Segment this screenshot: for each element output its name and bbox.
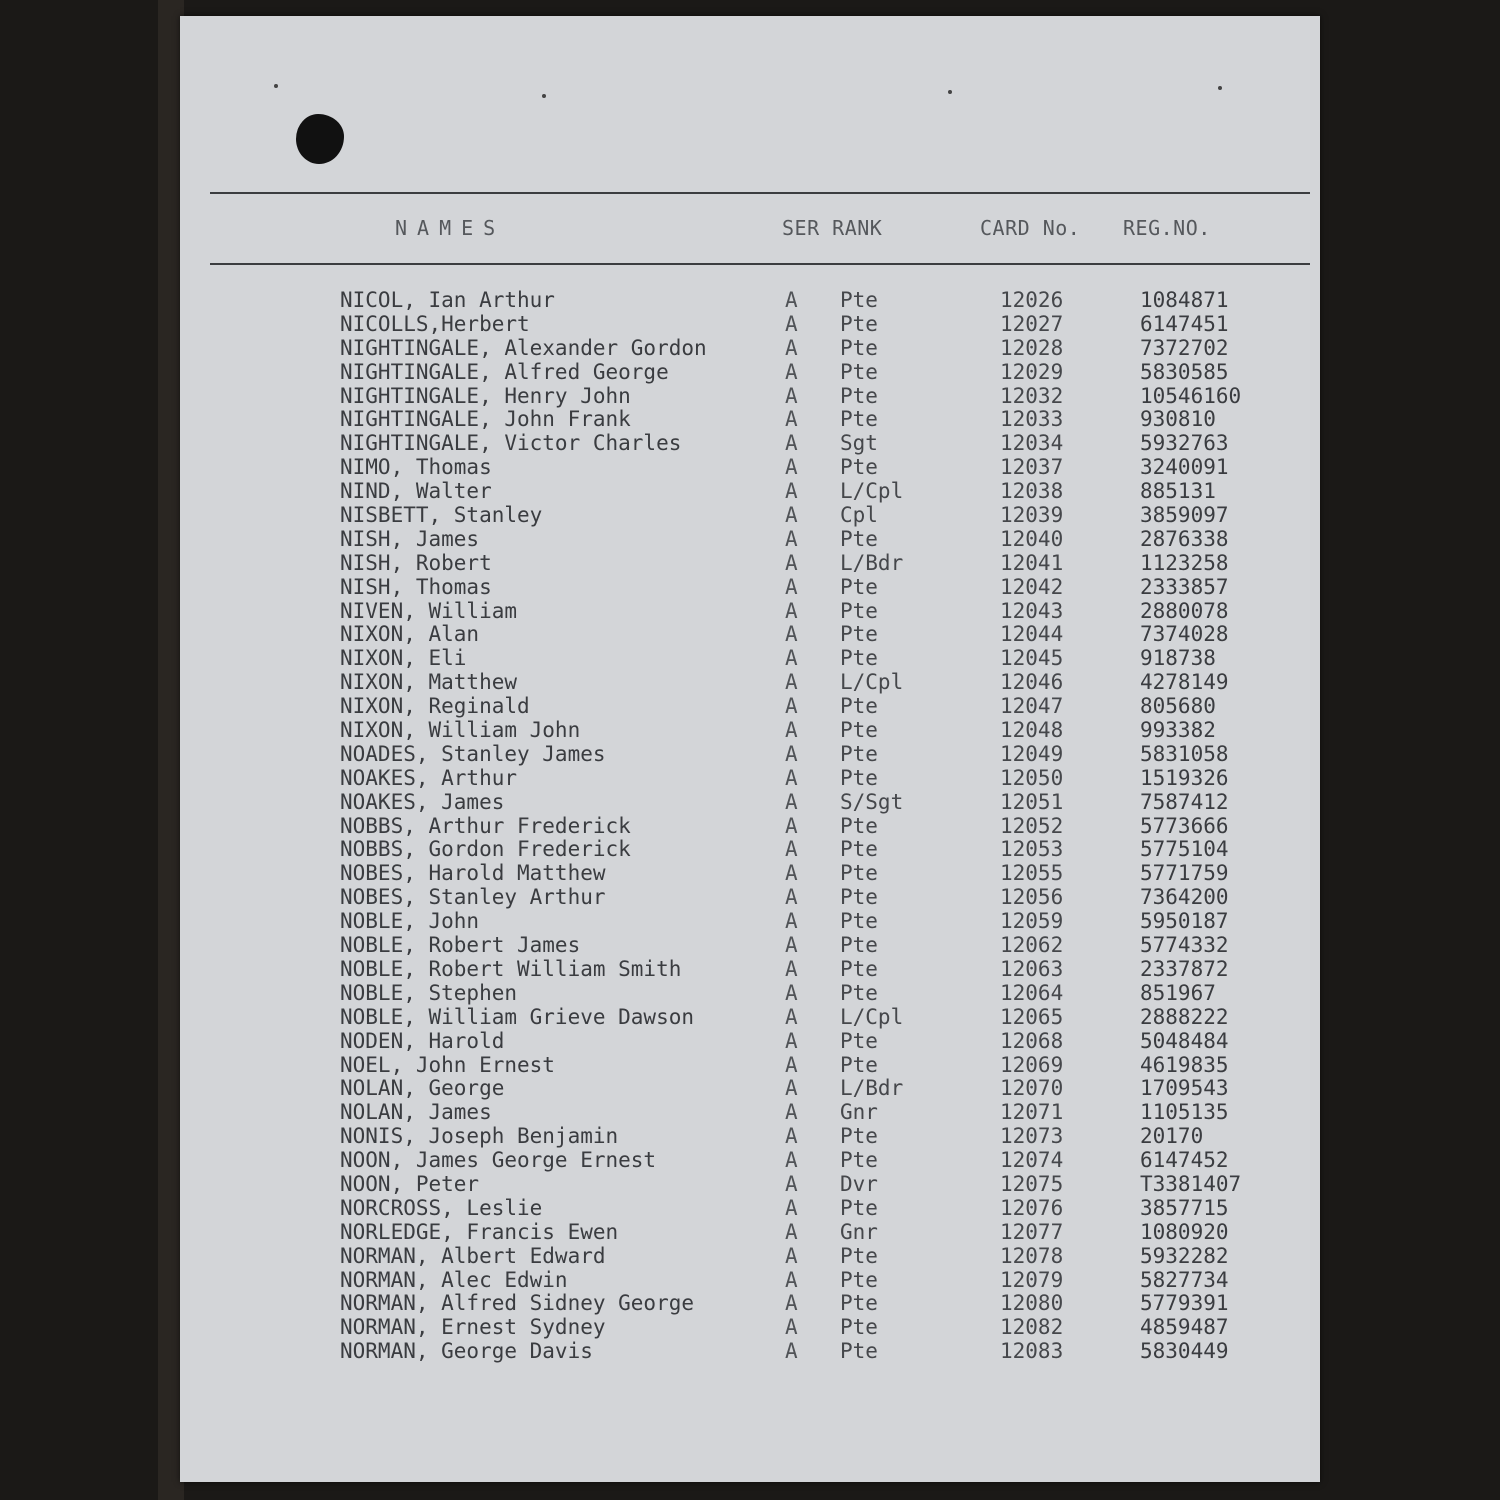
record-rank: Pte [840,335,878,360]
table-row [180,551,1320,575]
table-row [180,694,1320,718]
column-header [180,216,1320,246]
table-row [180,814,1320,838]
record-ser: A [785,1291,798,1316]
table-row [180,1220,1320,1244]
table-row [180,288,1320,312]
record-name: NOBES, Harold Matthew [340,861,606,886]
record-rank: Cpl [840,503,878,528]
record-reg-no: 10546160 [1140,383,1242,408]
record-name: NOBBS, Gordon Frederick [340,837,631,862]
record-reg-no: 2337872 [1140,956,1229,981]
record-reg-no: 7587412 [1140,789,1229,814]
record-name: NISBETT, Stanley [340,503,543,528]
record-ser: A [785,1267,798,1292]
record-reg-no: 1709543 [1140,1076,1229,1101]
record-name: NISH, Thomas [340,574,492,599]
record-card-no: 12038 [1000,479,1064,504]
record-reg-no: 2333857 [1140,574,1229,599]
record-rank: Pte [840,909,878,934]
table-row [180,1100,1320,1124]
record-rank: Pte [840,837,878,862]
record-ser: A [785,288,798,312]
table-row [180,479,1320,503]
record-rank: S/Sgt [840,789,904,814]
record-card-no: 12073 [1000,1124,1064,1149]
table-row [180,981,1320,1005]
table-row [180,622,1320,646]
record-card-no: 12053 [1000,837,1064,862]
record-ser: A [785,550,798,575]
record-reg-no: 5771759 [1140,861,1229,886]
record-reg-no: 3857715 [1140,1195,1229,1220]
record-rank: Pte [840,813,878,838]
record-card-no: 12062 [1000,933,1064,958]
record-rank: Pte [840,1148,878,1173]
record-rank: Pte [840,383,878,408]
record-reg-no: 6147452 [1140,1148,1229,1173]
record-reg-no: 993382 [1140,718,1216,743]
record-ser: A [785,718,798,743]
record-rank: L/Cpl [840,670,904,695]
record-card-no: 12079 [1000,1267,1064,1292]
record-card-no: 12082 [1000,1315,1064,1340]
record-name: NICOLLS,Herbert [340,311,530,336]
record-rank: Pte [840,861,878,886]
record-ser: A [785,789,798,814]
table-row [180,1291,1320,1315]
record-rank: L/Cpl [840,479,904,504]
record-name: NOLAN, James [340,1100,492,1125]
record-ser: A [785,335,798,360]
record-card-no: 12075 [1000,1171,1064,1196]
record-name: NIXON, Eli [340,646,467,671]
table-row [180,957,1320,981]
record-reg-no: 1080920 [1140,1219,1229,1244]
record-rank: Pte [840,311,878,336]
record-reg-no: 2888222 [1140,1004,1229,1029]
table-row [180,384,1320,408]
record-name: NOON, James George Ernest [340,1148,657,1173]
record-reg-no: 5932763 [1140,431,1229,456]
record-ser: A [785,503,798,528]
record-ser: A [785,980,798,1005]
table-row [180,1148,1320,1172]
record-card-no: 12055 [1000,861,1064,886]
record-rank: Pte [840,1195,878,1220]
header-card-no: CARD No. [980,216,1081,240]
record-rank: Dvr [840,1171,878,1196]
table-row [180,1315,1320,1339]
record-name: NIXON, William John [340,718,581,743]
record-ser: A [785,1243,798,1268]
record-name: NORMAN, Albert Edward [340,1243,606,1268]
record-name: NOBLE, Robert William Smith [340,956,682,981]
record-rank: Pte [840,1052,878,1077]
record-name: NOEL, John Ernest [340,1052,555,1077]
record-card-no: 12046 [1000,670,1064,695]
record-card-no: 12071 [1000,1100,1064,1125]
table-row [180,933,1320,957]
header-names: NAMES [395,216,506,240]
record-ser: A [785,670,798,695]
record-card-no: 12077 [1000,1219,1064,1244]
record-ser: A [785,1148,798,1173]
record-name: NIND, Walter [340,479,492,504]
record-reg-no: 4619835 [1140,1052,1229,1077]
record-ser: A [785,909,798,934]
record-card-no: 12080 [1000,1291,1064,1316]
record-reg-no: 6147451 [1140,311,1229,336]
record-reg-no: 4278149 [1140,670,1229,695]
record-card-no: 12032 [1000,383,1064,408]
record-card-no: 12045 [1000,646,1064,671]
table-row [180,1005,1320,1029]
table-row [180,431,1320,455]
record-name: NOLAN, George [340,1076,505,1101]
table-row [180,1172,1320,1196]
record-name: NOAKES, Arthur [340,765,518,790]
record-rank: Pte [840,359,878,384]
record-rank: Pte [840,765,878,790]
table-row [180,837,1320,861]
record-ser: A [785,765,798,790]
record-reg-no: 5048484 [1140,1028,1229,1053]
record-name: NIGHTINGALE, Henry John [340,383,631,408]
record-card-no: 12070 [1000,1076,1064,1101]
record-rank: Pte [840,622,878,647]
record-reg-no: 7374028 [1140,622,1229,647]
record-name: NOAKES, James [340,789,505,814]
record-card-no: 12083 [1000,1339,1064,1364]
record-name: NORCROSS, Leslie [340,1195,543,1220]
table-row [180,407,1320,431]
table-row [180,1196,1320,1220]
record-rank: Pte [840,646,878,671]
record-card-no: 12044 [1000,622,1064,647]
record-reg-no: 7372702 [1140,335,1229,360]
record-name: NIGHTINGALE, Alexander Gordon [340,335,707,360]
record-name: NORMAN, Alfred Sidney George [340,1291,695,1316]
table-row [180,766,1320,790]
record-name: NONIS, Joseph Benjamin [340,1124,619,1149]
record-reg-no: 5773666 [1140,813,1229,838]
record-card-no: 12056 [1000,885,1064,910]
record-card-no: 12043 [1000,598,1064,623]
table-row [180,455,1320,479]
document-sheet [180,16,1320,1482]
record-card-no: 12074 [1000,1148,1064,1173]
record-reg-no: 918738 [1140,646,1216,671]
paper-mark [274,84,278,88]
record-reg-no: 5775104 [1140,837,1229,862]
record-name: NOBLE, Stephen [340,980,518,1005]
record-name: NOBBS, Arthur Frederick [340,813,631,838]
record-reg-no: 1084871 [1140,288,1229,312]
record-name: NOADES, Stanley James [340,741,606,766]
record-card-no: 12059 [1000,909,1064,934]
record-name: NIXON, Reginald [340,694,530,719]
header-ser-rank: SER RANK [782,216,883,240]
record-reg-no: 1123258 [1140,550,1229,575]
record-card-no: 12049 [1000,741,1064,766]
table-row [180,1053,1320,1077]
record-rank: Pte [840,574,878,599]
record-ser: A [785,431,798,456]
record-rank: Pte [840,1291,878,1316]
record-reg-no: 5831058 [1140,741,1229,766]
record-rank: Pte [840,694,878,719]
record-ser: A [785,311,798,336]
table-row [180,1268,1320,1292]
record-card-no: 12034 [1000,431,1064,456]
record-ser: A [785,383,798,408]
record-name: NORMAN, George Davis [340,1339,593,1364]
record-reg-no: T3381407 [1140,1171,1242,1196]
record-name: NORMAN, Alec Edwin [340,1267,568,1292]
record-name: NICOL, Ian Arthur [340,288,555,312]
punch-hole [296,114,344,164]
record-ser: A [785,1052,798,1077]
record-ser: A [785,1219,798,1244]
record-ser: A [785,1195,798,1220]
record-name: NORLEDGE, Francis Ewen [340,1219,619,1244]
record-name: NIGHTINGALE, Alfred George [340,359,669,384]
record-reg-no: 2880078 [1140,598,1229,623]
record-card-no: 12041 [1000,550,1064,575]
record-ser: A [785,861,798,886]
table-row [180,360,1320,384]
record-ser: A [785,1124,798,1149]
table-row [180,1339,1320,1363]
record-ser: A [785,837,798,862]
record-rank: L/Bdr [840,1076,904,1101]
record-ser: A [785,885,798,910]
record-reg-no: 5774332 [1140,933,1229,958]
record-card-no: 12026 [1000,288,1064,312]
table-row [180,527,1320,551]
record-name: NOBES, Stanley Arthur [340,885,606,910]
record-card-no: 12076 [1000,1195,1064,1220]
table-row [180,790,1320,814]
record-card-no: 12069 [1000,1052,1064,1077]
record-ser: A [785,598,798,623]
record-reg-no: 5827734 [1140,1267,1229,1292]
record-ser: A [785,359,798,384]
table-row [180,885,1320,909]
record-reg-no: 4859487 [1140,1315,1229,1340]
table-row [180,1244,1320,1268]
record-ser: A [785,574,798,599]
table-row [180,503,1320,527]
record-name: NODEN, Harold [340,1028,505,1053]
record-rank: Pte [840,718,878,743]
record-reg-no: 3240091 [1140,455,1229,480]
table-row [180,599,1320,623]
record-ser: A [785,813,798,838]
table-row [180,336,1320,360]
record-name: NIMO, Thomas [340,455,492,480]
record-rank: Sgt [840,431,878,456]
record-card-no: 12042 [1000,574,1064,599]
record-name: NOBLE, Robert James [340,933,581,958]
record-rank: Pte [840,1028,878,1053]
record-card-no: 12033 [1000,407,1064,432]
record-rank: Pte [840,1339,878,1364]
record-card-no: 12051 [1000,789,1064,814]
record-rank: Pte [840,455,878,480]
record-ser: A [785,526,798,551]
record-ser: A [785,622,798,647]
header-reg-no: REG.NO. [1123,216,1211,240]
record-reg-no: 5830585 [1140,359,1229,384]
record-name: NOON, Peter [340,1171,480,1196]
table-row [180,861,1320,885]
table-row [180,742,1320,766]
record-card-no: 12064 [1000,980,1064,1005]
record-rank: Gnr [840,1219,878,1244]
record-ser: A [785,646,798,671]
record-rank: Pte [840,741,878,766]
record-rank: Pte [840,526,878,551]
record-card-no: 12029 [1000,359,1064,384]
table-row [180,312,1320,336]
record-list [180,288,1320,1363]
record-rank: L/Bdr [840,550,904,575]
record-ser: A [785,694,798,719]
paper-mark [1218,86,1222,90]
record-ser: A [785,741,798,766]
record-rank: Pte [840,1124,878,1149]
record-ser: A [785,1339,798,1364]
paper-mark [948,90,952,94]
record-rank: Pte [840,956,878,981]
record-card-no: 12068 [1000,1028,1064,1053]
record-name: NISH, Robert [340,550,492,575]
record-ser: A [785,1028,798,1053]
record-rank: Gnr [840,1100,878,1125]
record-name: NIGHTINGALE, John Frank [340,407,631,432]
record-reg-no: 851967 [1140,980,1216,1005]
record-card-no: 12078 [1000,1243,1064,1268]
record-card-no: 12040 [1000,526,1064,551]
record-rank: L/Cpl [840,1004,904,1029]
record-reg-no: 805680 [1140,694,1216,719]
record-rank: Pte [840,288,878,312]
header-rule-bottom [210,263,1310,265]
table-row [180,670,1320,694]
table-row [180,1076,1320,1100]
record-reg-no: 20170 [1140,1124,1204,1149]
record-rank: Pte [840,1267,878,1292]
record-ser: A [785,1004,798,1029]
record-name: NIXON, Alan [340,622,480,647]
record-card-no: 12039 [1000,503,1064,528]
record-ser: A [785,933,798,958]
record-card-no: 12028 [1000,335,1064,360]
record-ser: A [785,956,798,981]
record-reg-no: 930810 [1140,407,1216,432]
table-row [180,909,1320,933]
record-reg-no: 5950187 [1140,909,1229,934]
record-reg-no: 1519326 [1140,765,1229,790]
record-card-no: 12050 [1000,765,1064,790]
record-reg-no: 7364200 [1140,885,1229,910]
record-rank: Pte [840,980,878,1005]
record-name: NIVEN, William [340,598,518,623]
record-card-no: 12047 [1000,694,1064,719]
record-ser: A [785,407,798,432]
record-reg-no: 5779391 [1140,1291,1229,1316]
record-name: NOBLE, William Grieve Dawson [340,1004,695,1029]
record-ser: A [785,1076,798,1101]
record-reg-no: 2876338 [1140,526,1229,551]
record-rank: Pte [840,598,878,623]
record-card-no: 12065 [1000,1004,1064,1029]
record-reg-no: 885131 [1140,479,1216,504]
record-ser: A [785,1315,798,1340]
record-card-no: 12048 [1000,718,1064,743]
record-name: NIXON, Matthew [340,670,518,695]
table-row [180,1124,1320,1148]
record-ser: A [785,455,798,480]
record-card-no: 12027 [1000,311,1064,336]
table-row [180,718,1320,742]
paper-mark [542,94,546,98]
record-card-no: 12037 [1000,455,1064,480]
record-reg-no: 3859097 [1140,503,1229,528]
record-reg-no: 1105135 [1140,1100,1229,1125]
header-rule-top [210,192,1310,194]
record-reg-no: 5932282 [1140,1243,1229,1268]
table-row [180,575,1320,599]
record-rank: Pte [840,885,878,910]
record-rank: Pte [840,407,878,432]
record-ser: A [785,1100,798,1125]
record-ser: A [785,479,798,504]
record-ser: A [785,1171,798,1196]
record-rank: Pte [840,933,878,958]
record-card-no: 12052 [1000,813,1064,838]
record-name: NISH, James [340,526,480,551]
record-reg-no: 5830449 [1140,1339,1229,1364]
record-rank: Pte [840,1315,878,1340]
table-row [180,646,1320,670]
record-name: NORMAN, Ernest Sydney [340,1315,606,1340]
table-row [180,1029,1320,1053]
record-rank: Pte [840,1243,878,1268]
record-name: NOBLE, John [340,909,480,934]
record-name: NIGHTINGALE, Victor Charles [340,431,682,456]
record-card-no: 12063 [1000,956,1064,981]
